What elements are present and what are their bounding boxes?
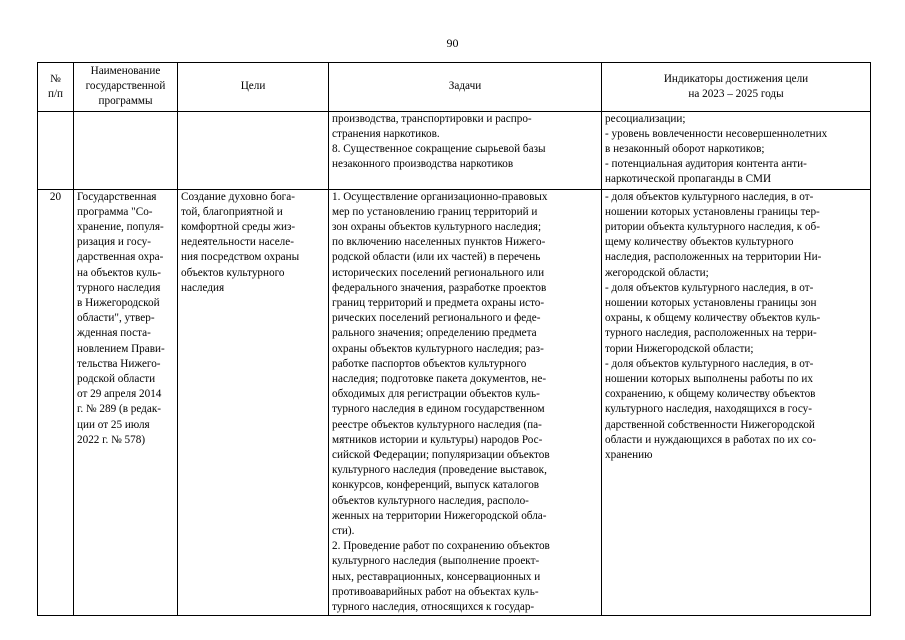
row-tasks: 1. Осуществление организационно-правовых мер по установлению границ территорий и зон охраны объектов культурного наследия; по включению населенных пунктов Нижего- родской области (или их частей) в перечень исторических поселений регионального или федерального значения, разработке проектов границ территорий и предмета охраны исто- рических поселений регионального и феде- рального значения; определению предмета охраны объектов культурного наследия; раз- работке паспортов объектов культурного наследия; подготовке пакета документов, не- обходимых для регистрации объектов куль- турного наследия в едином государственном реестре объектов культурного наследия (па- мятников истории и культуры) народов Рос- сийской Федерации; популяризации объектов культурного наследия (проведение выставок, конкурсов, конференций, выпуск каталогов объектов культурного наследия, располо- женных на территории Нижегородской обла- сти). 2. Проведение работ по сохранению объектов культурного наследия (выполнение проект- ных, реставрационных, консервационных и противоаварийных работ на объектах куль- турного наследия, относящихся к государ- [329, 189, 602, 616]
row-tasks: производства, транспортировки и распро- странения наркотиков. 8. Существенное сокращение сырьевой базы незаконного производства наркотиков [329, 111, 602, 189]
row-goal [178, 111, 329, 189]
header-goals: Цели [178, 63, 329, 112]
header-num: № п/п [38, 63, 74, 112]
table-header-row [38, 63, 871, 112]
header-indicators: Индикаторы достижения цели на 2023 – 2025 годы [602, 63, 871, 112]
header-tasks: Задачи [329, 63, 602, 112]
program-table [37, 62, 871, 616]
page-number: 90 [446, 36, 459, 50]
header-program-name: Наименование государственной программы [74, 63, 178, 112]
row-num [38, 111, 74, 189]
row-indicators: - доля объектов культурного наследия, в от- ношении которых установлены границы тер- ритории объекта культурного наследия, к об- щему количеству объектов культурного наследия, расположенных на территории Ни- жегородской области; - доля объектов культурного наследия, в от- ношении которых установлены границы зон охраны, к общему количеству объектов куль- турного наследия, расположенных на терри- тории Нижегородской области; - доля объектов культурного наследия, в от- ношении которых выполнены работы по их сохранению, к общему количеству объектов культурного наследия, находящихся в госу- дарственной собственности Нижегородской области и нуждающихся в работах по их со- хранению [602, 189, 871, 616]
row-program-name: Государственная программа "Со- хранение, популя- ризация и госу- дарственная охра- на объектов куль- турного наследия в Нижегородской области", утвер- жденная поста- новлением Прави- тельства Нижего- родской области от 29 апреля 2014 г. № 289 (в редак- ции от 25 июля 2022 г. № 578) [74, 189, 178, 616]
row-program-name [74, 111, 178, 189]
table-row [38, 111, 871, 189]
row-goal: Создание духовно бога- той, благоприятной и комфортной среды жиз- недеятельности населе- ния посредством охраны объектов культурного наследия [178, 189, 329, 616]
row-num: 20 [38, 189, 74, 616]
row-indicators: ресоциализации; - уровень вовлеченности несовершеннолетних в незаконный оборот наркотиков; - потенциальная аудитория контента анти- наркотической пропаганды в СМИ [602, 111, 871, 189]
table-row [38, 189, 871, 616]
